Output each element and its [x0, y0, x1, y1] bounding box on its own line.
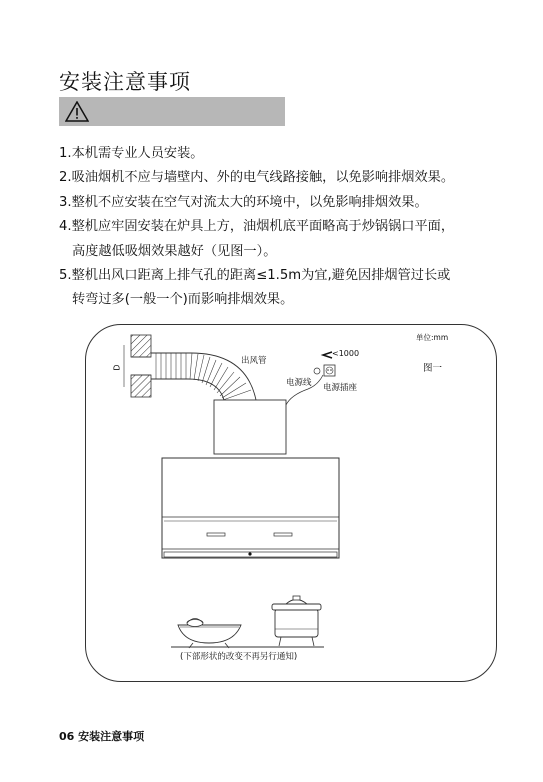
- page-footer: 06 安装注意事项: [59, 730, 145, 743]
- wall: [131, 335, 151, 397]
- distance-label: <1000: [332, 349, 360, 358]
- page-title: 安装注意事项: [59, 70, 191, 94]
- unit-label: 单位:mm: [416, 333, 449, 342]
- notice-item-3: 3.整机不应安装在空气对流太大的环境中，以免影响排烟效果。: [59, 194, 428, 210]
- chimney-cover: [214, 400, 286, 454]
- warning-triangle-icon: [65, 101, 89, 122]
- duct-label: 出风管: [241, 356, 267, 366]
- notice-item-1: 1.本机需专业人员安装。: [59, 146, 204, 161]
- notice-list: [59, 142, 489, 313]
- hood-handle-right: [274, 533, 292, 536]
- distance-arrow-icon: [323, 352, 332, 358]
- hood-handle-left: [207, 533, 225, 536]
- notice-item-4: 4.整机应牢固安装在炉具上方，油烟机底平面略高于炒锅锅口平面，: [59, 219, 455, 235]
- power-cord-label: 电源线: [286, 378, 312, 388]
- shape-change-note: (下部形状的改变不再另行通知): [180, 652, 298, 662]
- warning-banner: [59, 97, 285, 126]
- range-hood: [162, 458, 339, 558]
- power-socket-icon: [324, 365, 335, 376]
- notice-item-5-cont: 转弯过多(一般一个)而影响排烟效果。: [72, 292, 294, 308]
- figure-caption: 图一: [423, 363, 443, 374]
- cooking-pot: [272, 596, 321, 646]
- notice-item-2: 2.吸油烟机不应与墙壁内、外的电气线路接触，以免影响排烟效果。: [59, 170, 455, 186]
- dimension-d-label: D: [112, 364, 122, 371]
- hood-indicator: [248, 552, 251, 555]
- notice-item-5: 5.整机出风口距离上排气孔的距离≤1.5m为宜,避免因排烟管过长或: [59, 268, 451, 284]
- wok-on-burner: [178, 619, 241, 649]
- power-socket-label: 电源插座: [323, 383, 358, 393]
- installation-figure: [85, 324, 497, 682]
- notice-item-4-cont: 高度越低吸烟效果越好（见图一）。: [72, 243, 277, 259]
